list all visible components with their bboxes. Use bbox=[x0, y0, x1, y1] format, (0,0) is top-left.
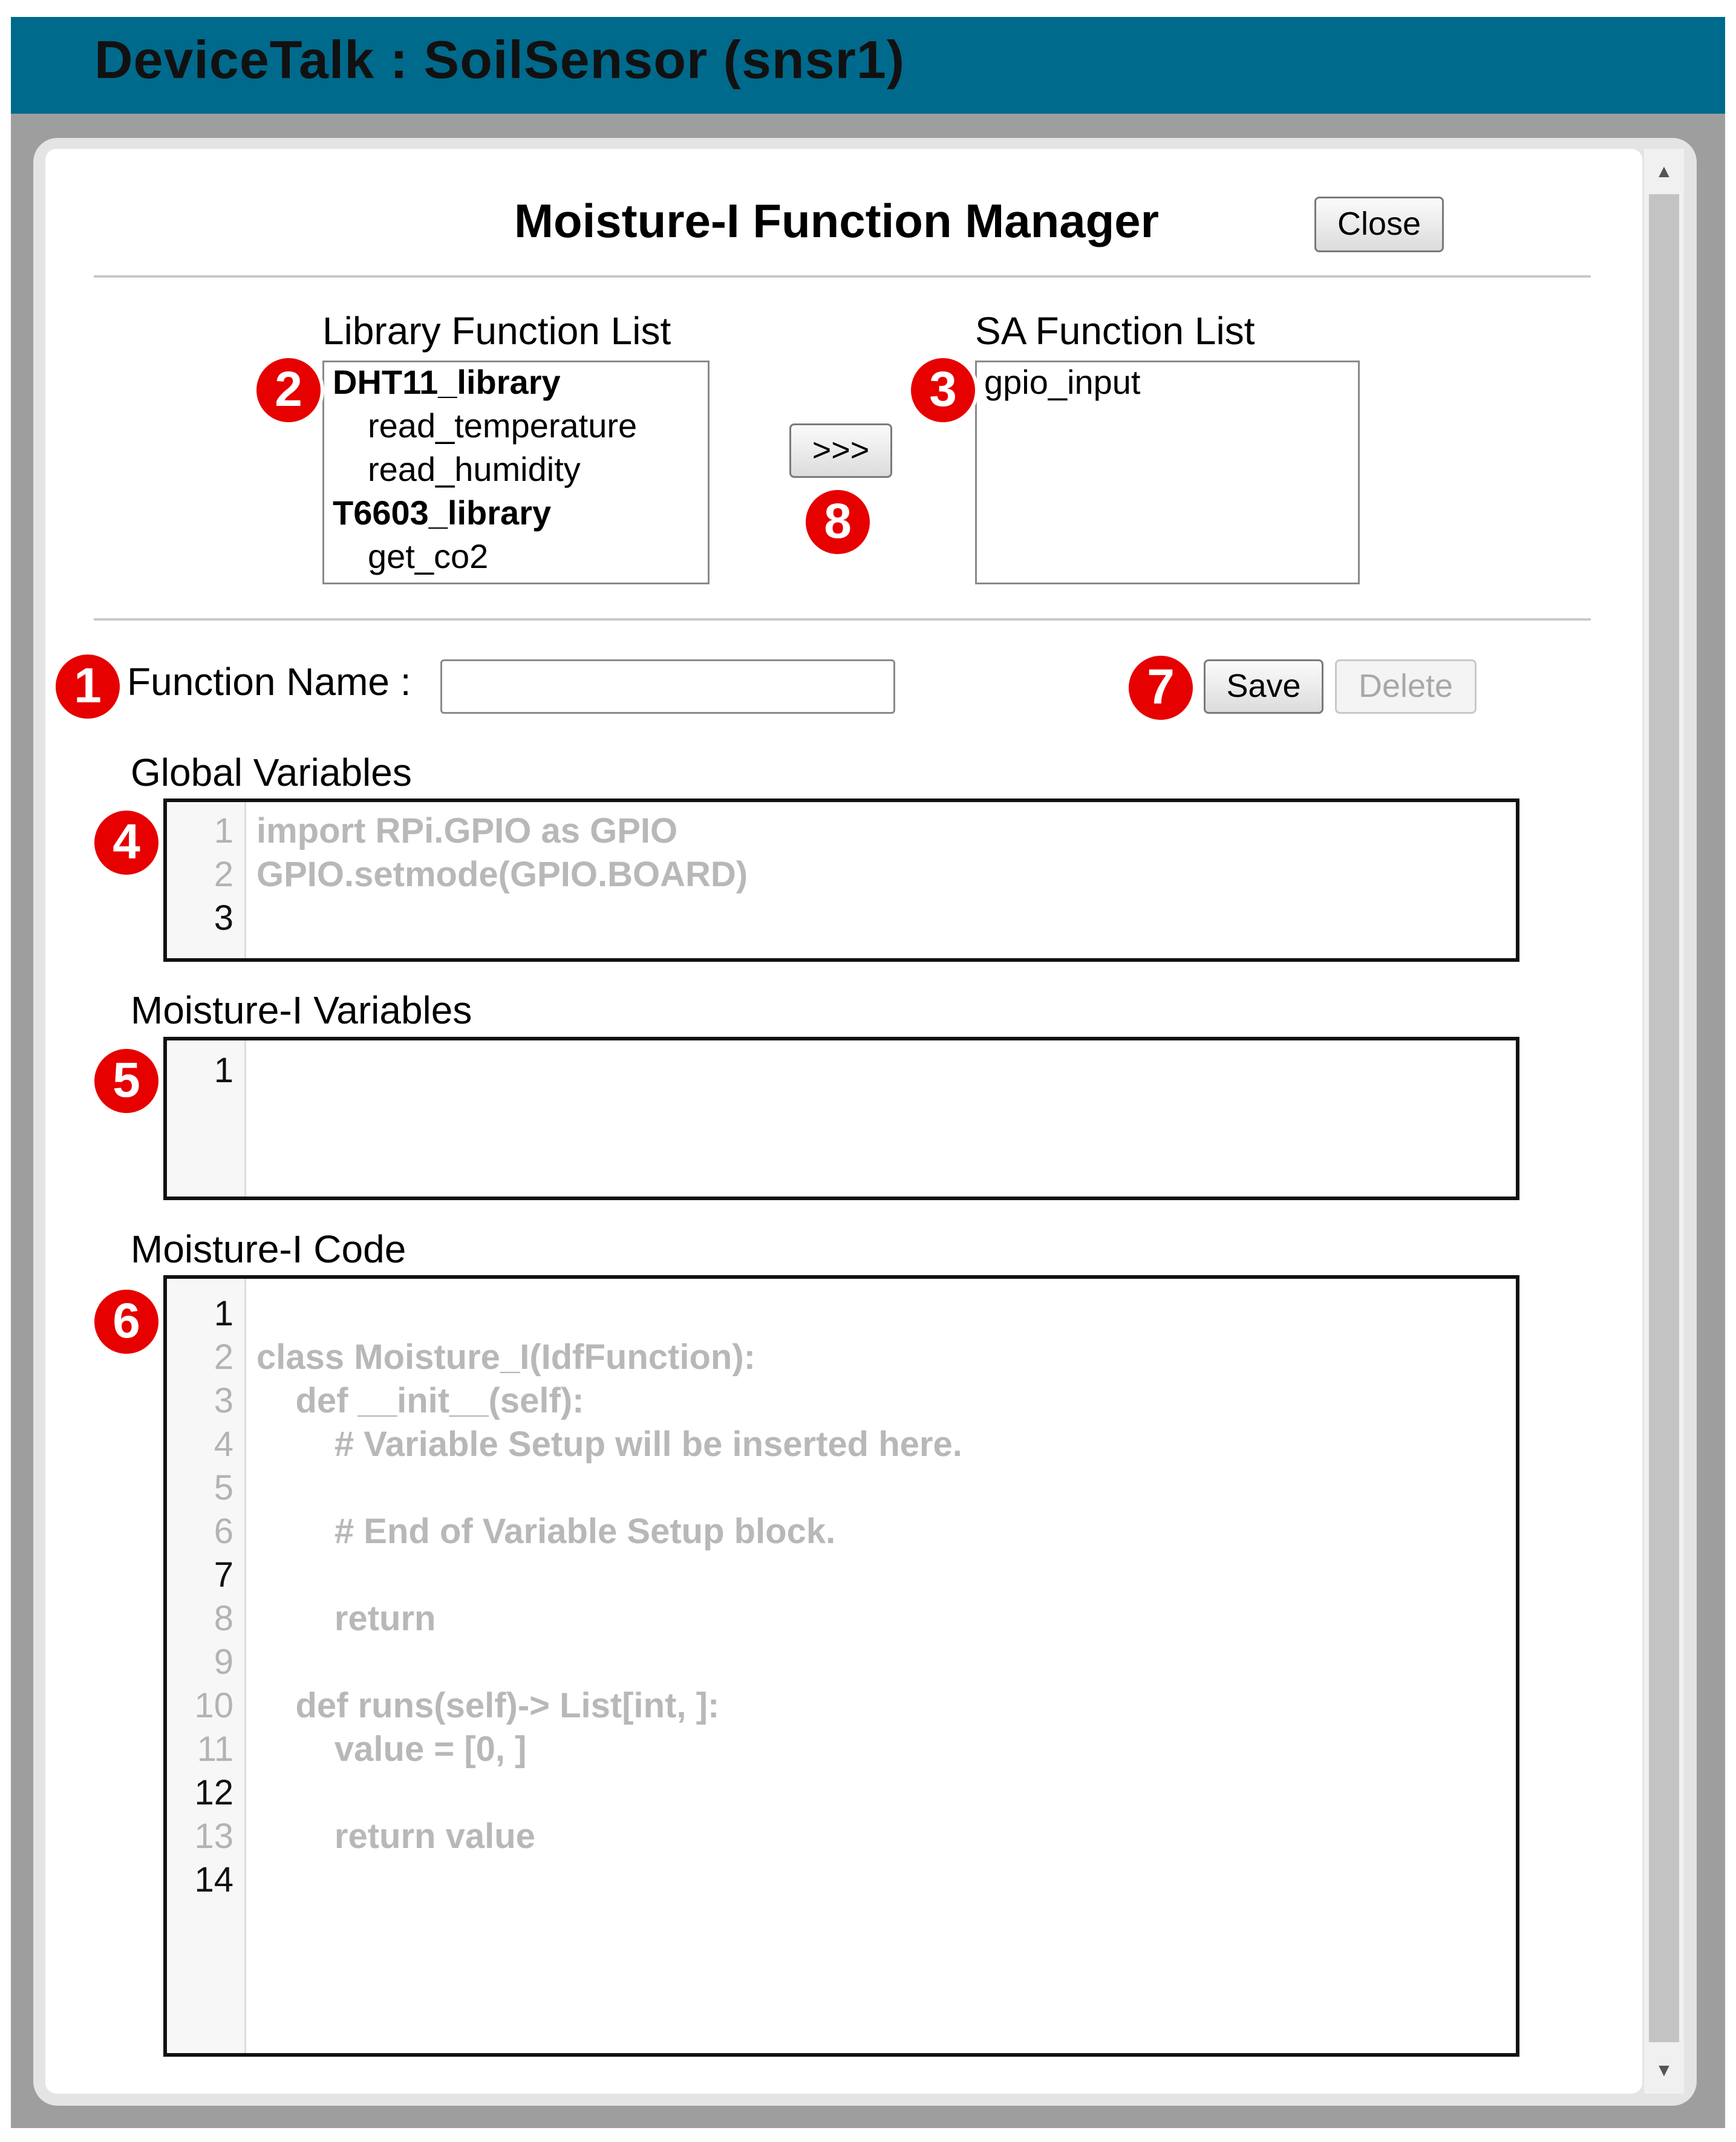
dialog-title: Moisture-I Function Manager bbox=[514, 194, 1160, 247]
line-number: 4 bbox=[214, 1425, 233, 1464]
line-number: 2 bbox=[214, 855, 233, 894]
line-number: 12 bbox=[194, 1773, 233, 1812]
line-number: 1 bbox=[214, 811, 233, 851]
code-line: def __init__(self): bbox=[256, 1381, 584, 1420]
code-line: value = [0, ] bbox=[256, 1729, 527, 1769]
line-number-gutter bbox=[167, 802, 246, 958]
delete-button[interactable]: Delete bbox=[1335, 659, 1477, 714]
annotation-badge-2: 2 bbox=[253, 354, 324, 426]
moisture-code-editor[interactable] bbox=[163, 1275, 1519, 2057]
function-name-label: Function Name : bbox=[127, 660, 411, 704]
line-number: 13 bbox=[194, 1817, 233, 1856]
scroll-up-icon[interactable]: ▲ bbox=[1655, 162, 1673, 181]
line-number: 1 bbox=[214, 1294, 233, 1333]
function-name-input[interactable] bbox=[440, 659, 895, 714]
global-variables-label: Global Variables bbox=[131, 751, 412, 794]
annotation-badge-3: 3 bbox=[907, 354, 979, 426]
annotation-badge-6: 6 bbox=[91, 1286, 162, 1357]
list-item-library[interactable]: DHT11_library bbox=[333, 363, 561, 401]
library-function-list[interactable] bbox=[322, 361, 710, 584]
list-item-function[interactable]: get_co2 bbox=[368, 537, 489, 575]
app-title: DeviceTalk : SoilSensor (snsr1) bbox=[94, 30, 906, 90]
line-number-gutter bbox=[167, 1279, 246, 2053]
line-number: 11 bbox=[197, 1729, 233, 1769]
line-number: 3 bbox=[214, 898, 233, 938]
code-line: class Moisture_I(IdfFunction): bbox=[256, 1337, 755, 1377]
app-titlebar bbox=[11, 17, 1725, 114]
code-line: return value bbox=[256, 1817, 535, 1856]
save-button[interactable]: Save bbox=[1204, 659, 1323, 714]
line-number: 2 bbox=[214, 1337, 233, 1377]
code-line: GPIO.setmode(GPIO.BOARD) bbox=[256, 855, 748, 894]
line-number: 5 bbox=[214, 1468, 233, 1507]
code-line: import RPi.GPIO as GPIO bbox=[256, 811, 678, 851]
line-number: 8 bbox=[214, 1599, 233, 1638]
line-number: 3 bbox=[214, 1381, 233, 1420]
list-item-function[interactable]: read_humidity bbox=[368, 450, 581, 488]
sa-list-label: SA Function List bbox=[975, 309, 1255, 353]
code-line: def runs(self)-> List[int, ]: bbox=[256, 1686, 720, 1725]
scrollbar-thumb[interactable] bbox=[1649, 194, 1679, 2042]
code-line: # Variable Setup will be inserted here. bbox=[256, 1425, 962, 1464]
section-divider bbox=[94, 618, 1591, 621]
scroll-down-icon[interactable]: ▼ bbox=[1655, 2060, 1673, 2080]
line-number: 14 bbox=[194, 1860, 233, 1899]
header-divider bbox=[94, 275, 1591, 278]
annotation-badge-8: 8 bbox=[802, 486, 873, 558]
line-number: 7 bbox=[214, 1555, 233, 1595]
moisture-variables-label: Moisture-I Variables bbox=[131, 988, 472, 1032]
line-number: 6 bbox=[214, 1512, 233, 1551]
global-variables-editor[interactable] bbox=[163, 798, 1519, 962]
line-number: 10 bbox=[194, 1686, 233, 1725]
line-number-gutter bbox=[167, 1040, 246, 1197]
code-line: # End of Variable Setup block. bbox=[256, 1512, 836, 1551]
annotation-badge-4: 4 bbox=[91, 807, 162, 878]
moisture-variables-editor[interactable] bbox=[163, 1037, 1519, 1200]
sa-function-list[interactable] bbox=[975, 361, 1360, 584]
dialog-scrollbar[interactable] bbox=[1644, 149, 1684, 2094]
line-number: 9 bbox=[214, 1642, 233, 1682]
annotation-badge-1: 1 bbox=[52, 651, 123, 722]
add-function-button[interactable]: >>> bbox=[789, 423, 892, 478]
list-item-function[interactable]: read_temperature bbox=[368, 407, 638, 445]
code-line: return bbox=[256, 1599, 436, 1638]
line-number: 1 bbox=[214, 1051, 233, 1090]
annotation-badge-5: 5 bbox=[91, 1045, 162, 1117]
list-item-sa-function[interactable]: gpio_input bbox=[984, 363, 1141, 401]
moisture-code-label: Moisture-I Code bbox=[131, 1227, 406, 1271]
list-item-library[interactable]: T6603_library bbox=[333, 494, 552, 532]
annotation-badge-7: 7 bbox=[1125, 652, 1196, 723]
library-list-label: Library Function List bbox=[322, 309, 671, 353]
close-button[interactable]: Close bbox=[1314, 197, 1444, 252]
